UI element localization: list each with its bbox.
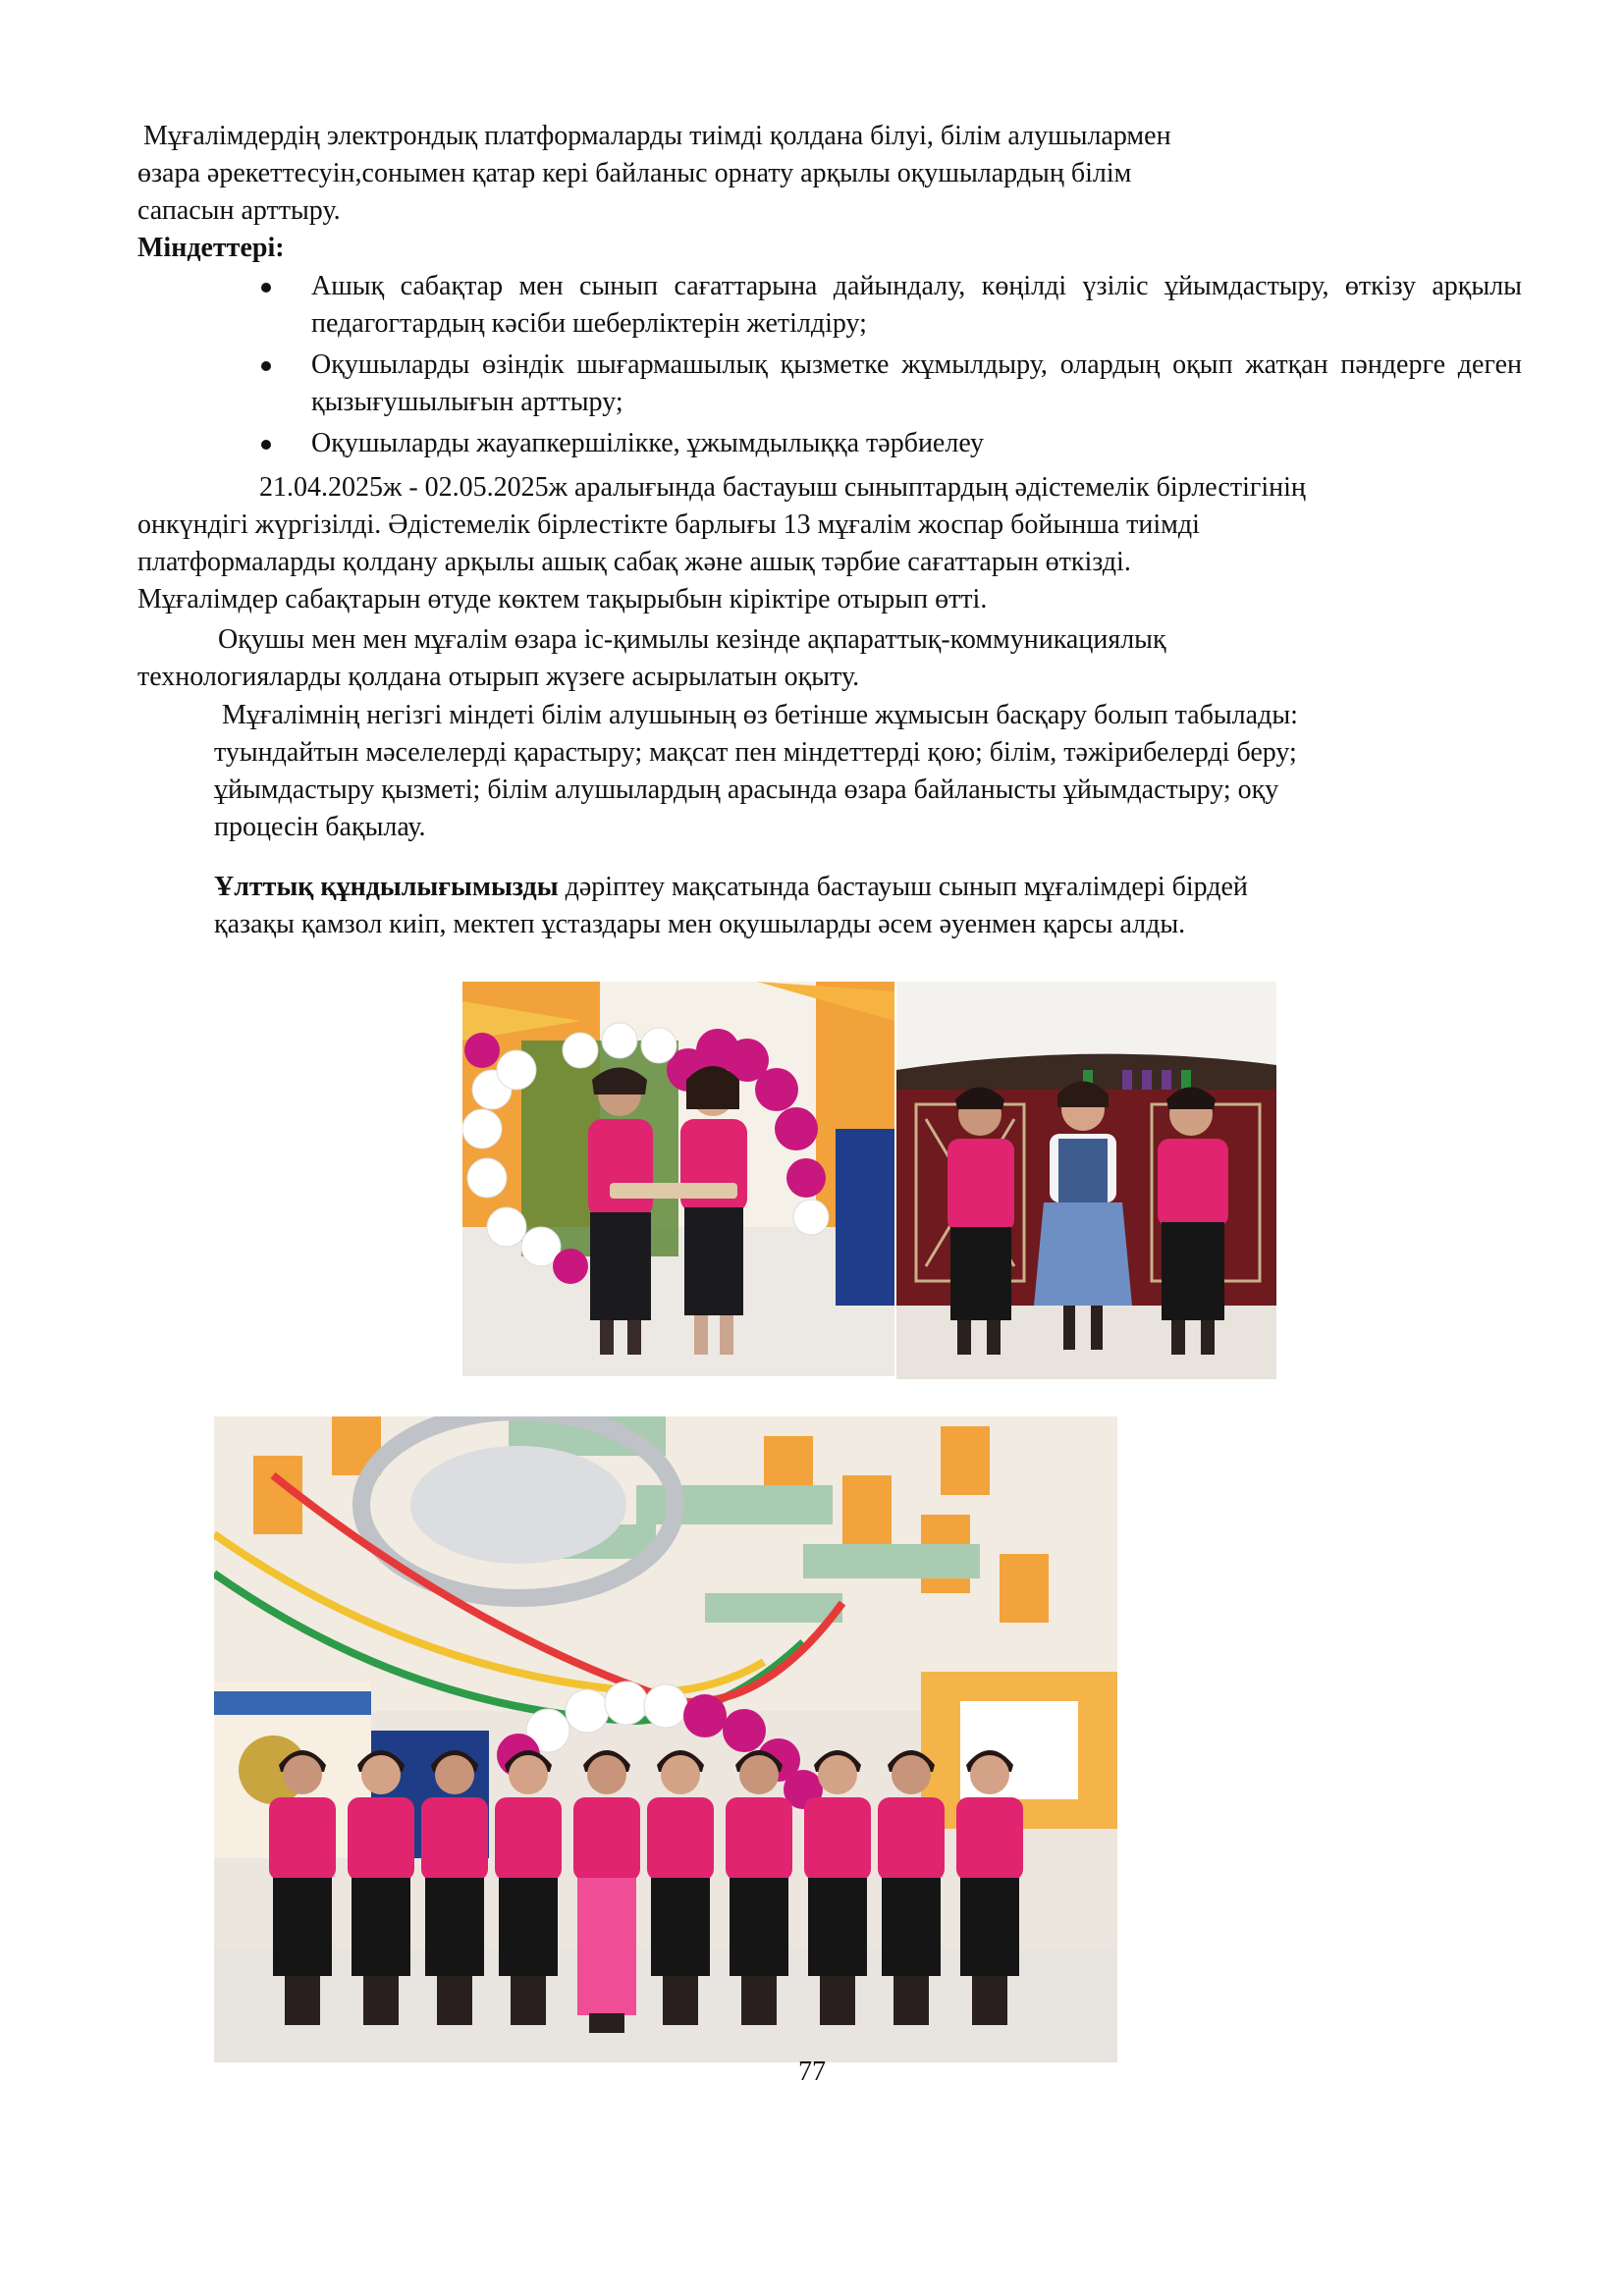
national-text-1: дәріптеу мақсатында бастауыш сынып мұғалімдері бірдей	[558, 872, 1248, 902]
list-item	[255, 425, 1522, 462]
intro-line-2: өзара әрекеттесуін,сонымен қатар кері байланыс орнату арқылы оқушылардың білім	[137, 158, 1132, 188]
photo-group-of-teachers	[214, 1416, 1117, 2062]
photo-balloon-arch-two-teachers	[462, 982, 894, 1376]
teacher-role-line-2: туындайтын мәселелерді қарастыру; мақсат пен міндеттерді қою; білім, тәжірибелерді беру;	[214, 737, 1297, 768]
list-item	[255, 347, 1522, 421]
intro-line-3: сапасын арттыру.	[137, 195, 341, 226]
ict-line-2: технологияларды қолдана отырып жүзеге асырылатын оқыту.	[137, 662, 860, 692]
report-line-2: онкүндігі жүргізілді. Әдістемелік бірлестікте барлығы 13 мұғалім жоспар бойынша тиімді	[137, 509, 1200, 540]
photo-three-teachers-carpet	[896, 982, 1276, 1379]
bullet-icon	[261, 283, 271, 293]
list-item	[255, 268, 1522, 343]
national-bold-text: Ұлттық құндылығымызды	[214, 872, 559, 902]
intro-paragraph	[137, 118, 1512, 230]
national-paragraph	[214, 869, 1549, 943]
intro-line-1: Мұғалімдердің электрондық платформаларды тиімді қолдана білуі, білім алушылармен	[143, 121, 1171, 151]
task-text-2: Оқушыларды өзіндік шығармашылық қызметке жұмылдыру, олардың оқып жатқан пәндерге деген қызығушылығын арттыру;	[311, 349, 1522, 417]
task-text-1: Ашық сабақтар мен сынып сағаттарына дайындалу, көңілді үзіліс ұйымдастыру, өткізу арқылы педагогтардың кәсіби шеберліктерін жетілдіру;	[311, 271, 1522, 339]
teacher-role-line-4: процесін бақылау.	[214, 812, 426, 842]
page-number: 77	[798, 2056, 826, 2087]
tasks-heading	[137, 230, 285, 267]
report-paragraph	[137, 469, 1532, 618]
bullet-icon	[261, 440, 271, 450]
report-line-4: Мұғалімдер сабақтарын өтуде көктем тақырыбын кіріктіре отырып өтті.	[137, 584, 988, 614]
task-text-3: Оқушыларды жауапкершілікке, ұжымдылыққа тәрбиелеу	[311, 428, 985, 458]
teacher-role-line-1: Мұғалімнің негізгі міндеті білім алушының өз бетінше жұмысын басқару болып табылады:	[222, 700, 1298, 730]
report-line-3: платформаларды қолдану арқылы ашық сабақ және ашық тәрбие сағаттарын өткізді.	[137, 547, 1131, 577]
ict-paragraph	[137, 621, 1532, 696]
national-line-2: қазақы қамзол киіп, мектеп ұстаздары мен оқушыларды әсем әуенмен қарсы алды.	[214, 909, 1186, 939]
ict-line-1: Оқушы мен мен мұғалім өзара іс-қимылы кезінде ақпараттық-коммуникациялық	[218, 624, 1166, 655]
teacher-role-line-3: ұйымдастыру қызметі; білім алушылардың арасында өзара байланысты ұйымдастыру; оқу	[214, 774, 1279, 805]
teacher-role-paragraph	[214, 697, 1549, 846]
bullet-icon	[261, 361, 271, 371]
tasks-list	[255, 268, 1522, 466]
report-line-1: 21.04.2025ж - 02.05.2025ж аралығында бастауыш сыныптардың әдістемелік бірлестігінің	[259, 472, 1306, 503]
tasks-heading-text: Міндеттері:	[137, 233, 285, 263]
